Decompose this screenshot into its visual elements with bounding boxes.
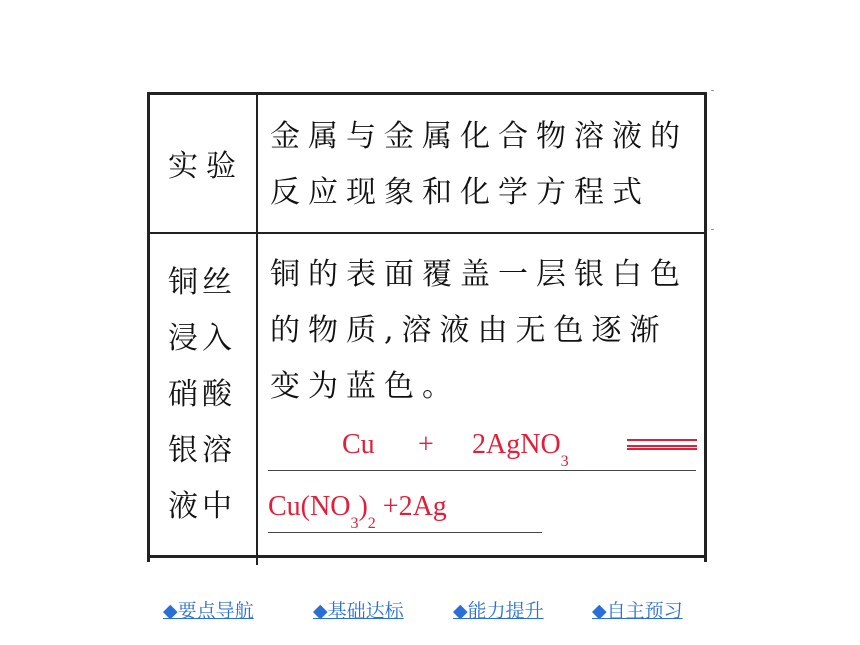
experiment-name-line: 浸入: [168, 321, 236, 356]
page-mark: [711, 90, 714, 91]
nav-key-points-link[interactable]: ◆要点导航: [163, 600, 254, 622]
header-reaction-label: 金属与金属化合物溶液的反应现象和化学方程式: [270, 119, 688, 210]
experiment-name-line: 硝酸: [168, 377, 236, 412]
experiment-name: [168, 255, 248, 535]
equation-plus: +: [418, 429, 434, 460]
nav-self-study-link[interactable]: ◆自主预习: [592, 600, 683, 622]
row-divider-bottom: [150, 555, 704, 558]
bottom-navigation: [0, 596, 860, 626]
experiment-name-line: 银溶: [168, 433, 236, 468]
page-mark: [711, 229, 714, 230]
answer-underline: [268, 470, 696, 471]
nav-ability-link[interactable]: ◆能力提升: [453, 600, 544, 622]
equation-reactant-cu: Cu: [342, 429, 375, 460]
equation-products: $Cu(NO_3)_2 +2Ag$: [268, 491, 447, 532]
header-experiment-label: 实验: [168, 149, 244, 184]
column-divider: [256, 95, 258, 565]
nav-basic-practice-link[interactable]: ◆基础达标: [313, 600, 404, 622]
row-divider: [150, 232, 704, 234]
experiment-name-line: 铜丝: [168, 265, 236, 300]
answer-underline: [268, 532, 542, 533]
equation-equals-sign: [627, 439, 697, 450]
reaction-phenomenon: 铜的表面覆盖一层银白色的物质,溶液由无色逐渐变为蓝色。: [270, 257, 688, 404]
experiment-name-line: 液中: [168, 489, 236, 524]
equation-reactant-agno3: 2AgNO$_3$: [472, 429, 569, 470]
experiment-table: [147, 92, 707, 562]
